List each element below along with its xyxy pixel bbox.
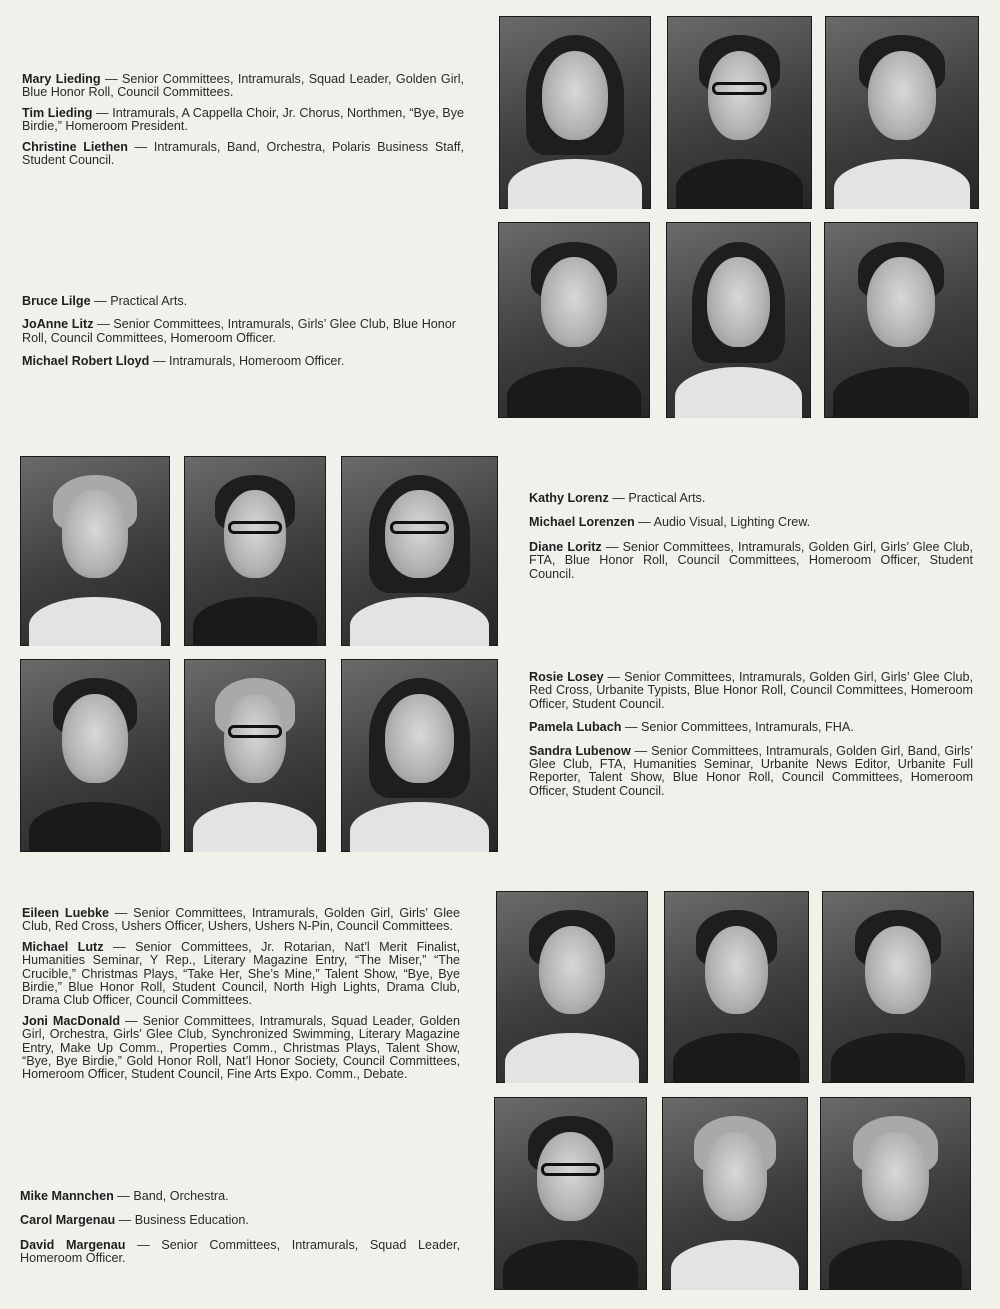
entry [22, 141, 464, 168]
entry [22, 73, 464, 100]
student-activities: Band, Orchestra. [133, 1189, 229, 1203]
student-name: Bruce Lilge [22, 294, 91, 308]
student-activities: Practical Arts. [628, 491, 706, 505]
entry [529, 745, 973, 799]
student-name: Michael Lorenzen [529, 515, 635, 530]
entry [20, 1239, 460, 1266]
dash: — [90, 294, 111, 308]
entry [22, 107, 464, 134]
entry [22, 907, 460, 934]
student-activities: Senior Committees, Intramurals, Golden Girl, Girls’ Glee Club, FTA, Blue Honor Roll, Council Committees, Homeroom Officer, Student Council. [529, 539, 974, 581]
entry [529, 541, 973, 581]
entry [529, 721, 973, 734]
entry [20, 1214, 460, 1227]
student-name: Mary Lieding [22, 72, 101, 86]
portrait-photo [498, 222, 650, 418]
entry [529, 516, 973, 529]
text-block-1 [22, 73, 464, 174]
portrait-photo [667, 16, 812, 209]
dash: — [634, 515, 654, 530]
portrait-photo [184, 659, 326, 852]
student-name: Kathy Lorenz [529, 491, 609, 505]
dash: — [108, 906, 134, 920]
student-name: Joni MacDonald [22, 1013, 121, 1028]
entry [22, 941, 460, 1008]
text-block-6 [20, 1190, 460, 1273]
student-name: Michael Robert Lloyd [22, 354, 150, 369]
dash: — [608, 491, 629, 505]
entry [22, 318, 456, 345]
student-activities: Practical Arts. [110, 294, 188, 308]
entry [20, 1190, 460, 1203]
dash: — [621, 720, 641, 735]
dash: — [92, 105, 113, 120]
entry [22, 295, 456, 308]
text-block-2 [22, 295, 456, 376]
portrait-photo [664, 891, 809, 1083]
dash: — [630, 743, 652, 758]
dash: — [103, 939, 136, 954]
portrait-photo [825, 16, 979, 209]
student-name: Tim Lieding [22, 105, 93, 120]
student-name: Eileen Luebke [22, 906, 109, 920]
text-block-3 [529, 492, 973, 588]
portrait-photo [662, 1097, 808, 1290]
student-name: Carol Margenau [20, 1213, 116, 1228]
portrait-photo [822, 891, 974, 1083]
student-name: Pamela Lubach [529, 720, 622, 735]
student-activities: Senior Committees, Intramurals, Girls’ Glee Club, Blue Honor Roll, Council Committees, Homeroom Officer. [22, 317, 456, 345]
dash: — [93, 317, 114, 332]
entry [22, 355, 456, 368]
student-activities: Intramurals, Band, Orchestra, Polaris Business Staff, Student Council. [22, 139, 465, 168]
portrait-photo [820, 1097, 971, 1290]
student-activities: Senior Committees, Intramurals, FHA. [640, 720, 854, 735]
student-name: Michael Lutz [22, 939, 104, 954]
student-name: Mike Mannchen [20, 1189, 114, 1203]
portrait-photo [20, 456, 170, 646]
portrait-photo [496, 891, 648, 1083]
dash: — [603, 670, 625, 684]
student-activities: Senior Committees, Intramurals, Squad Leader, Homeroom Officer. [20, 1237, 461, 1266]
dash: — [601, 539, 623, 554]
student-activities: Senior Committees, Intramurals, Golden Girl, Girls’ Glee Club, Red Cross, Ushers Officer, Ushers, Ushers N-Pin, Council Committees. [22, 906, 460, 934]
student-activities: Senior Committees, Intramurals, Squad Leader, Golden Girl, Orchestra, Girls’ Glee Club, Synchronized Swimming, Literary Magazine Entry, Make Up Comm., Properties Comm., Christmas Plays, Talent Show, “Bye, Bye Birdie,” Gold Honor Roll, Nat’l Honor Society, Council Committees, Homeroom Officer, Student Council, Fine Arts Expo. Comm., Debate. [22, 1013, 461, 1082]
dash: — [113, 1189, 134, 1203]
text-block-5 [22, 907, 460, 1089]
dash: — [125, 1237, 162, 1252]
dash: — [128, 139, 154, 154]
entry [529, 671, 973, 711]
portrait-photo [184, 456, 326, 646]
student-name: Christine Liethen [22, 139, 128, 154]
portrait-photo [666, 222, 811, 418]
dash: — [115, 1213, 135, 1228]
portrait-photo [494, 1097, 647, 1290]
portrait-photo [824, 222, 978, 418]
student-name: David Margenau [20, 1237, 126, 1252]
student-name: Diane Loritz [529, 539, 602, 554]
portrait-photo [341, 456, 498, 646]
dash: — [100, 72, 122, 86]
portrait-photo [341, 659, 498, 852]
dash: — [149, 354, 169, 369]
student-activities: Senior Committees, Intramurals, Golden Girl, Band, Girls’ Glee Club, FTA, Humanities Seminar, Urbanite News Editor, Urbanite Full Reporter, Talent Show, Blue Honor Roll, Council Committees, Homeroom Officer, Student Council. [529, 743, 973, 798]
portrait-photo [20, 659, 170, 852]
student-activities: Audio Visual, Lighting Crew. [653, 515, 811, 530]
student-activities: Intramurals, Homeroom Officer. [168, 354, 345, 369]
entry [529, 492, 973, 505]
student-activities: Business Education. [134, 1213, 249, 1228]
portrait-photo [499, 16, 651, 209]
student-activities: Senior Committees, Jr. Rotarian, Nat’l Merit Finalist, Humanities Seminar, Y Rep., Literary Magazine Entry, “The Miser,” “The Crucible,” Christmas Plays, “Take Her, She’s Mine,” Talent Show, “Bye, Bye Birdie,” Blue Honor Roll, Student Council, North High Lights, Drama Club, Drama Club Officer, Council Committees. [22, 939, 460, 1008]
student-activities: Senior Committees, Intramurals, Golden Girl, Girls’ Glee Club, Red Cross, Urbanite Typists, Blue Honor Roll, Council Committees, Homeroom Officer, Student Council. [529, 670, 973, 711]
text-block-4 [529, 671, 973, 805]
dash: — [120, 1013, 143, 1028]
student-name: Sandra Lubenow [529, 743, 631, 758]
student-name: Rosie Losey [529, 670, 604, 684]
student-activities: Intramurals, A Cappella Choir, Jr. Chorus, Northmen, “Bye, Bye Birdie,” Homeroom President. [22, 105, 464, 134]
student-name: JoAnne Litz [22, 317, 94, 332]
entry [22, 1015, 460, 1082]
student-activities: Senior Committees, Intramurals, Squad Leader, Golden Girl, Blue Honor Roll, Council Committees. [22, 72, 465, 100]
